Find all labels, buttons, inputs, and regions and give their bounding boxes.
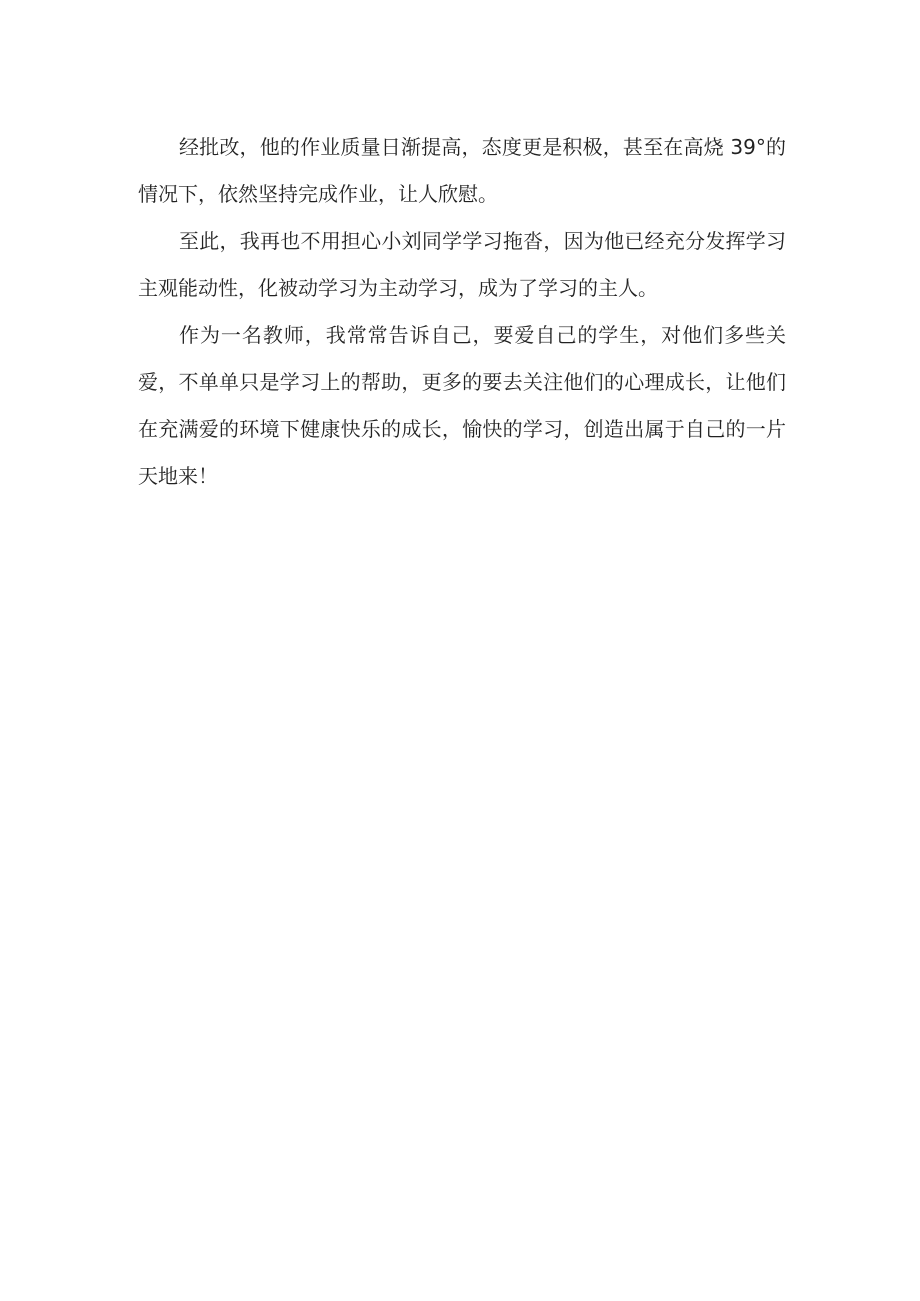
paragraph-1: 经批改，他的作业质量日渐提高，态度更是积极，甚至在高烧 39°的情况下，依然坚持完成作业，让人欣慰。 [138,135,786,206]
document-body [138,124,786,500]
paragraph-2: 至此，我再也不用担心小刘同学学习拖沓，因为他已经充分发挥学习主观能动性，化被动学习为主动学习，成为了学习的主人。 [138,229,786,300]
paragraph-3: 作为一名教师，我常常告诉自己，要爱自己的学生，对他们多些关爱，不单单只是学习上的帮助，更多的要去关注他们的心理成长，让他们在充满爱的环境下健康快乐的成长，愉快的学习，创造出属于自己的一片天地来！ [138,323,786,488]
